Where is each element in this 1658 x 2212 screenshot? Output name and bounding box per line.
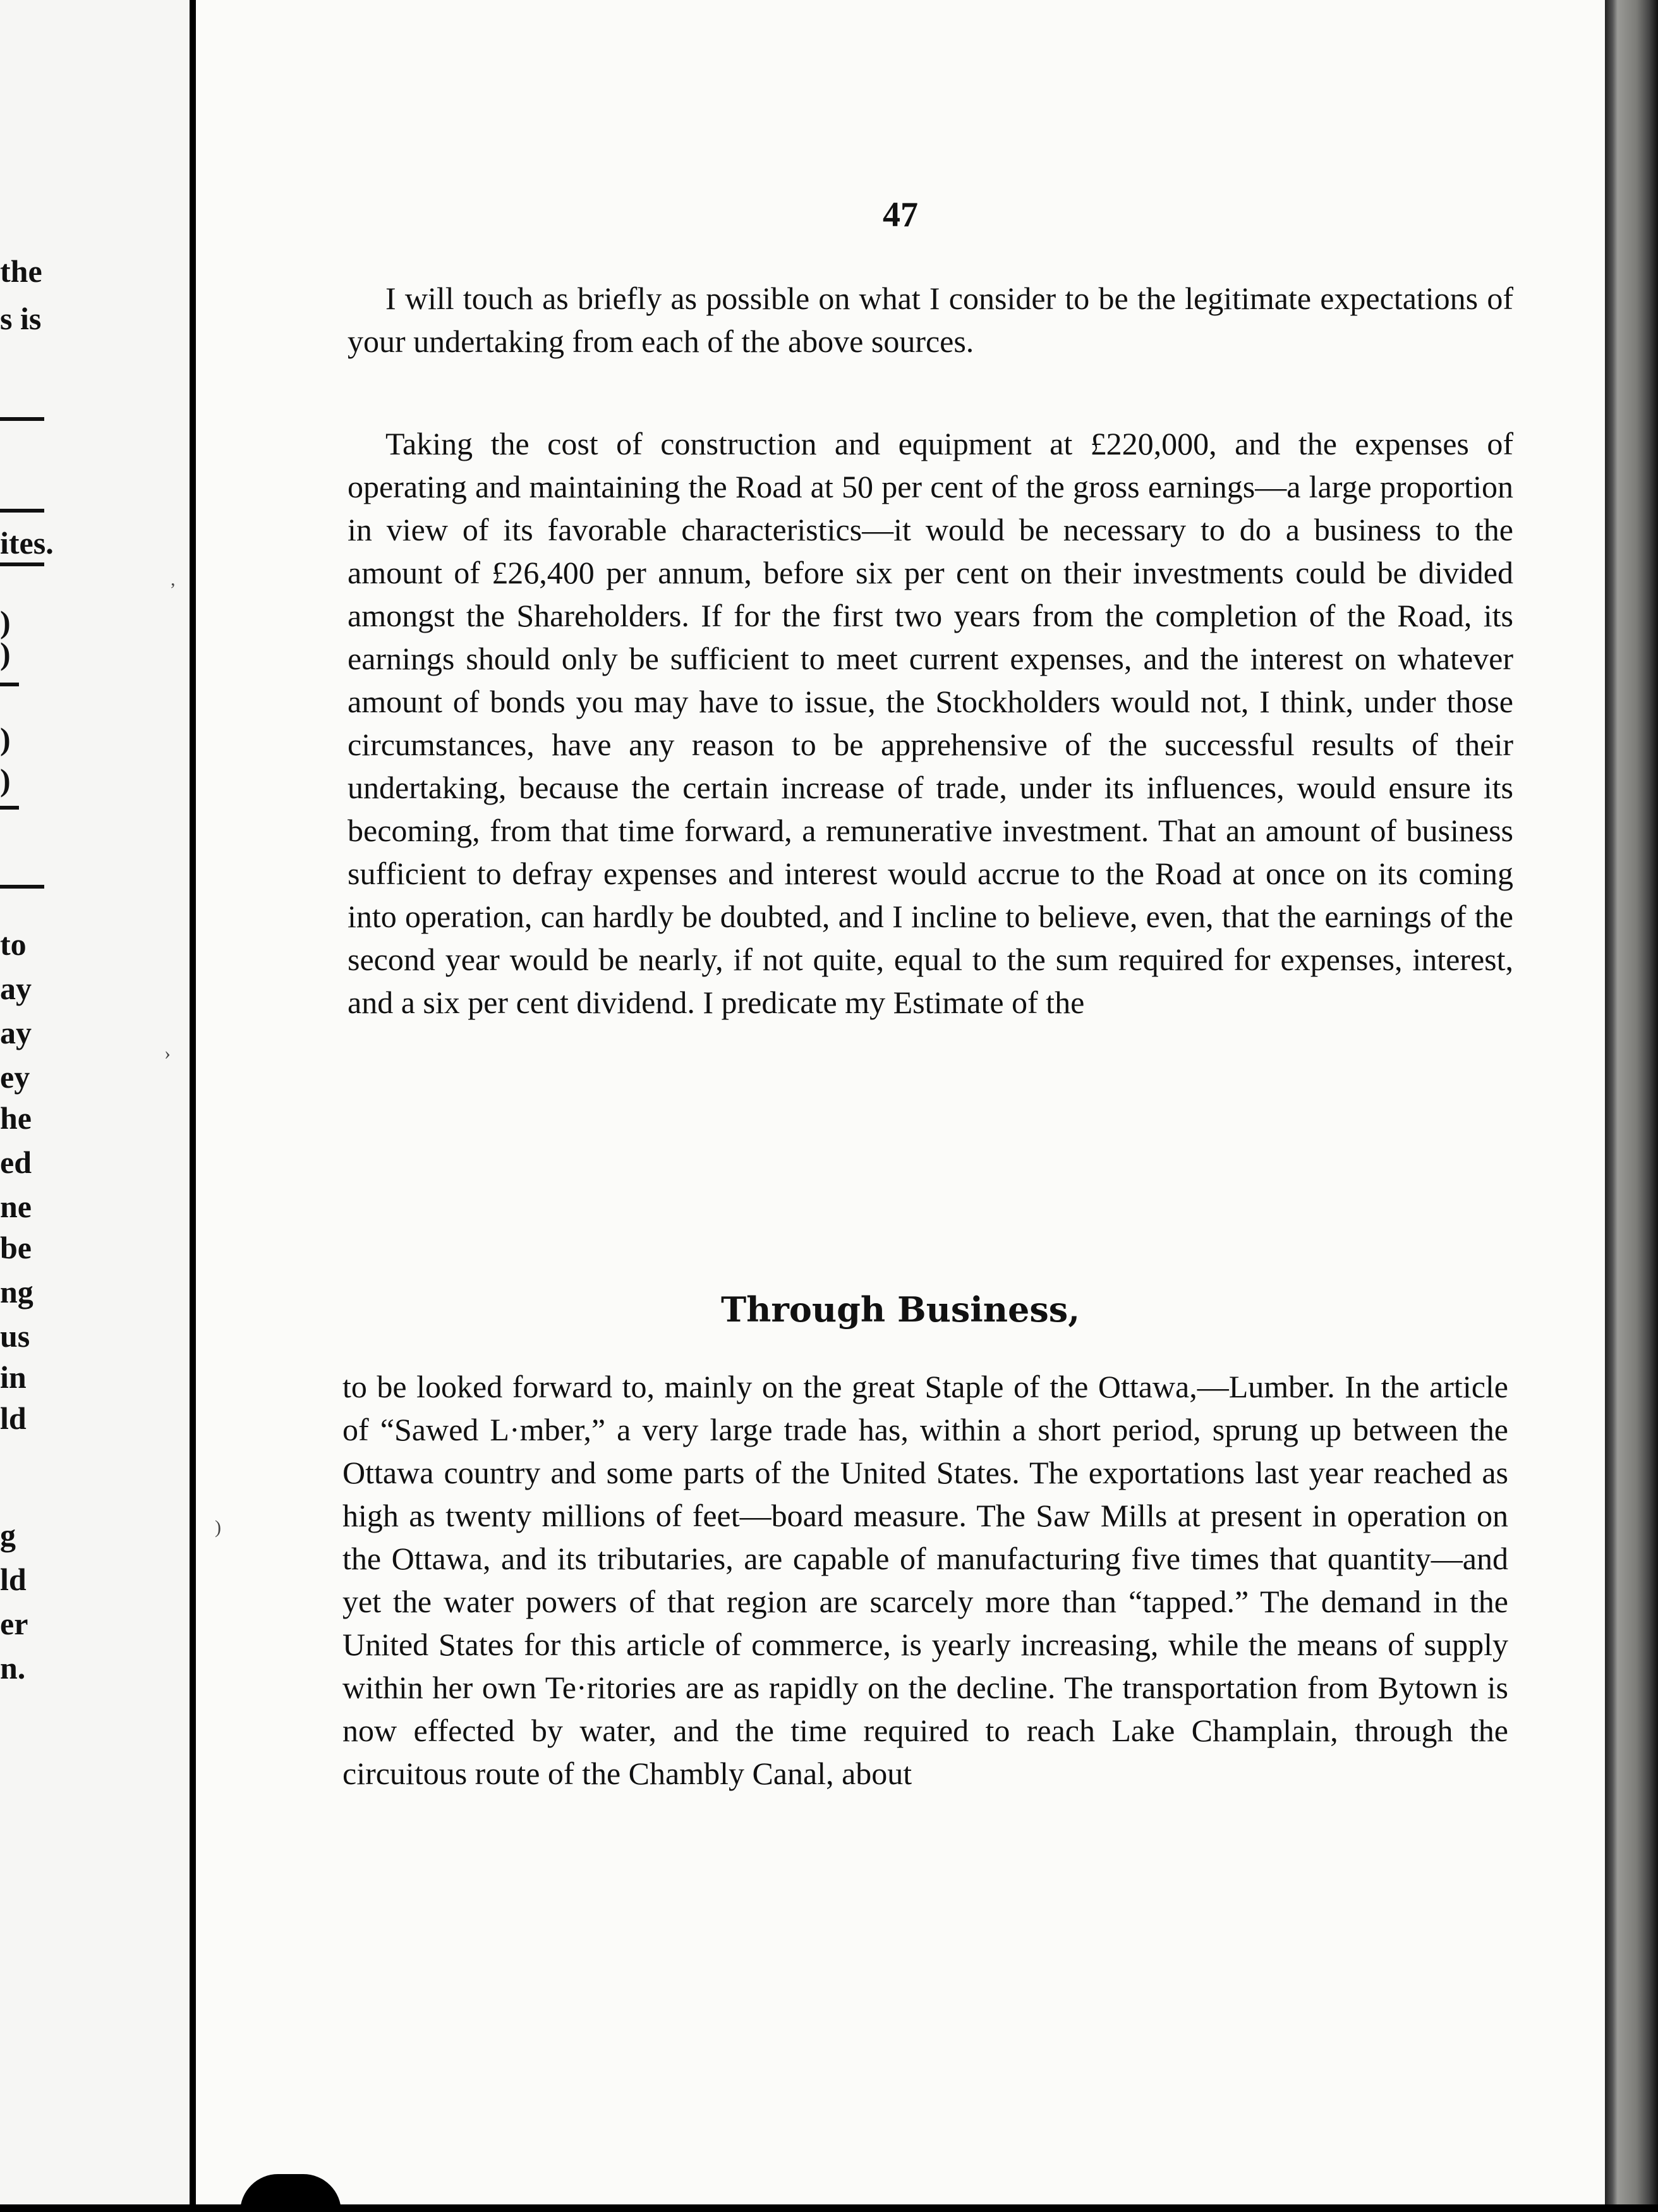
rule-line: [0, 562, 44, 566]
adjacent-page-fragment: ): [0, 762, 11, 798]
page-gutter: [190, 0, 196, 2204]
adjacent-page-fragment: g: [0, 1517, 16, 1553]
adjacent-page-fragment: ld: [0, 1562, 27, 1597]
paragraph-text: to be looked forward to, mainly on the great Staple of the Ottawa,—Lumber. In the article of “Sawed L·mber,” a very large trade has, within a short period, sprung up between the Ottawa country and some parts of the United States. The exportations last year reached as high as twenty millions of feet—board measure. The Saw Mills at present in operation on the Ottawa, and its tributaries, are capable of manufacturing five times that quantity—and yet the water powers of that region are scarcely more than “tapped.” The demand in the United States for this article of commerce, is yearly increasing, while the means of supply within her own Te·ritories are as rapidly on the decline. The transportation from Bytown is now effected by water, and the time required to reach Lake Champlain, through the circuitous route of the Chambly Canal, about: [342, 1369, 1508, 1791]
paragraph-text: Taking the cost of construction and equipment at £220,000, and the expenses of operating and maintaining the Road at 50 per cent of the gross earnings—a large proportion in view of its favorable characteristics—it would be necessary to do a business to the amount of £26,400 per annum, before six per cent on their investments could be divided amongst the Shareholders. If for the first two years from the completion of the Road, its earnings should only be sufficient to meet current expenses, and the interest on whatever amount of bonds you may have to issue, the Stockholders would not, I think, under those circumstances, have any reason to be apprehensive of the successful results of their undertaking, because the certain increase of trade, under its influences, would ensure its becoming, from that time forward, a remunerative investment. That an amount of business sufficient to defray expenses and interest would accrue to the Road at once on its coming into operation, can hardly be doubted, and I incline to believe, even, that the earnings of the second year would be nearly, if not quite, equal to the sum required for expenses, interest, and a six per cent dividend. I predicate my Estimate of the: [348, 426, 1513, 1020]
paragraph: [348, 277, 1513, 363]
paragraph-text: I will touch as briefly as possible on what I consider to be the legitimate expectations of your undertaking from each of the above sources.: [348, 281, 1513, 359]
book-edge: [1605, 0, 1658, 2204]
paragraph: [342, 1365, 1508, 1795]
rule-line: [0, 509, 44, 513]
section-heading: Through Business,: [720, 1289, 1080, 1330]
adjacent-page-fragment: er: [0, 1606, 28, 1641]
adjacent-page-fragment: in: [0, 1359, 27, 1395]
adjacent-page-fragment: ites.: [0, 525, 54, 561]
adjacent-page-fragment: be: [0, 1230, 32, 1265]
adjacent-page-fragment: he: [0, 1100, 32, 1136]
adjacent-page-fragment: ay: [0, 1015, 32, 1050]
adjacent-page-fragment: ed: [0, 1145, 32, 1180]
margin-mark: ): [215, 1517, 221, 1538]
book-page: [164, 0, 1605, 2204]
adjacent-page-fragment: n.: [0, 1650, 26, 1686]
adjacent-page-fragment: to: [0, 927, 27, 962]
adjacent-page-fragment: ne: [0, 1189, 32, 1224]
margin-mark: ›: [164, 1043, 171, 1064]
rule-line: [0, 683, 19, 686]
adjacent-page-fragment: us: [0, 1318, 30, 1354]
rule-line: [0, 806, 19, 810]
margin-mark: ,: [171, 569, 176, 590]
adjacent-page-fragment: ey: [0, 1059, 30, 1095]
page-number: 47: [883, 195, 918, 234]
paragraph: [348, 422, 1513, 1024]
adjacent-page-fragment: ng: [0, 1274, 33, 1310]
adjacent-page-strip: [0, 0, 190, 2204]
adjacent-page-fragment: ): [0, 721, 11, 757]
adjacent-page-fragment: ): [0, 604, 11, 640]
adjacent-page-fragment: ld: [0, 1401, 27, 1436]
adjacent-page-fragment: ): [0, 636, 11, 671]
adjacent-page-fragment: s is: [0, 301, 42, 336]
adjacent-page-fragment: ay: [0, 971, 32, 1006]
adjacent-page-fragment: the: [0, 253, 42, 289]
rule-line: [0, 885, 44, 889]
rule-line: [0, 417, 44, 421]
